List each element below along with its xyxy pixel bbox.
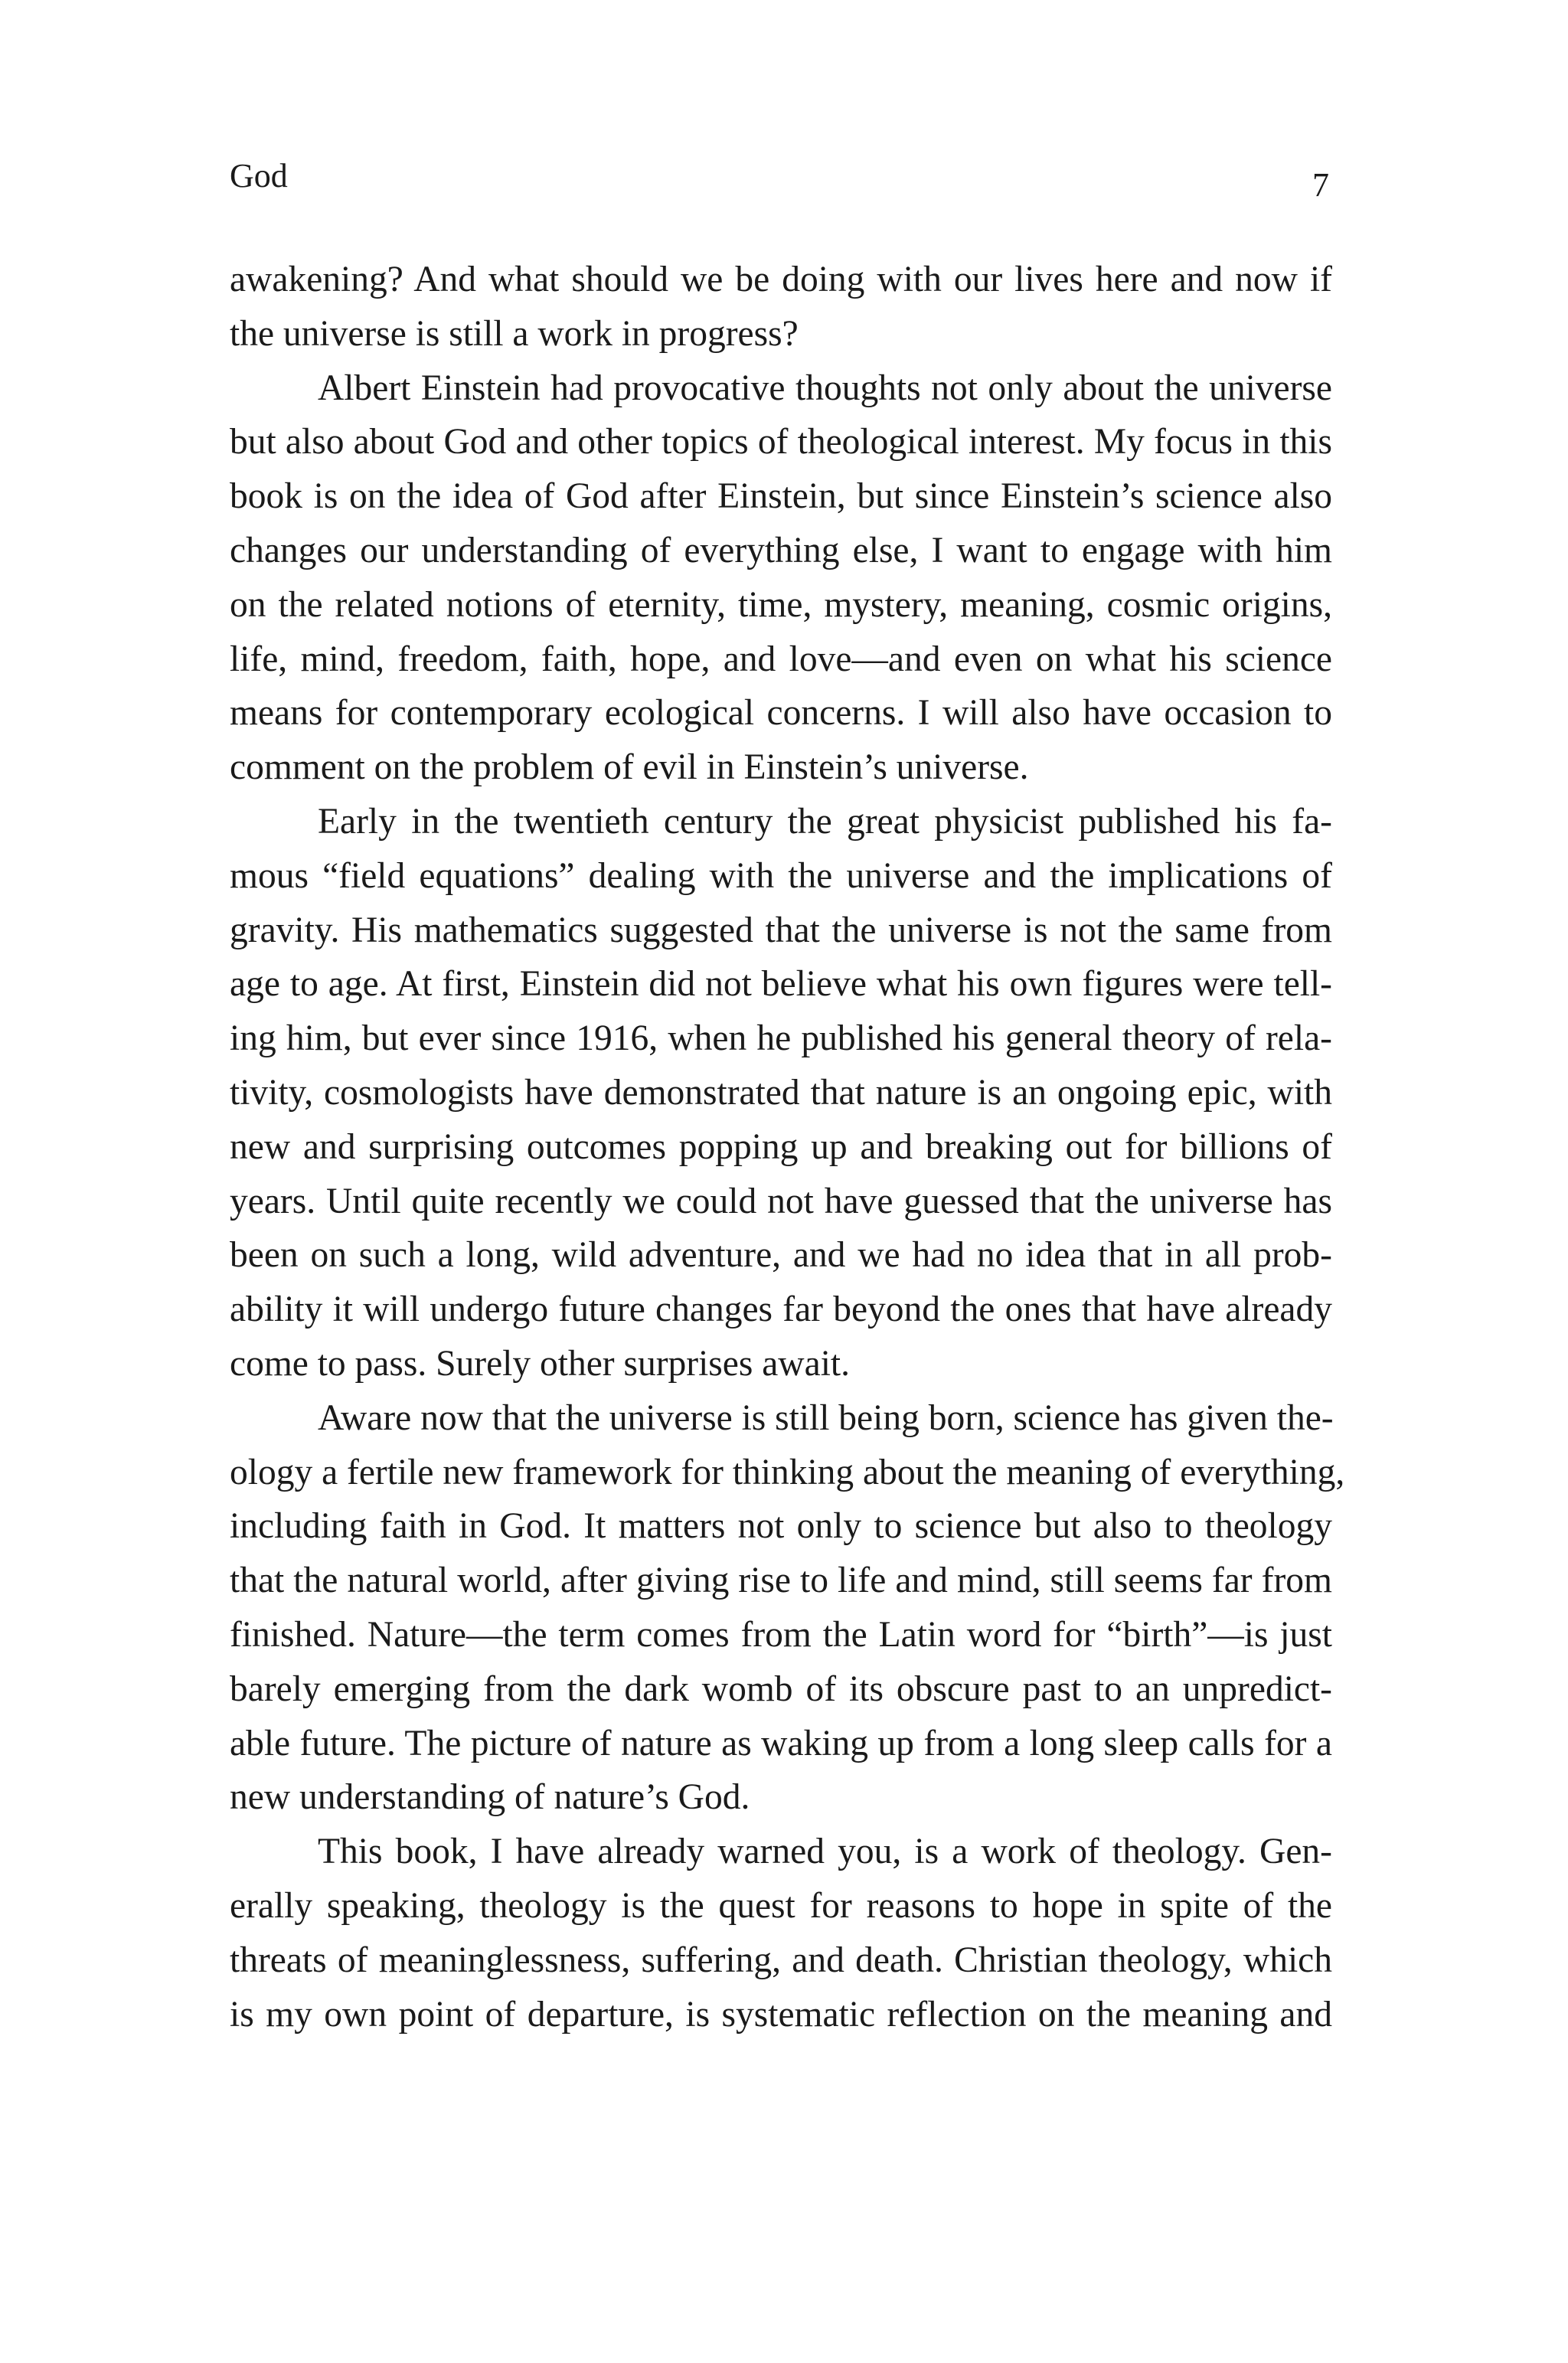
- body-text: [230, 253, 1345, 2041]
- text-line: the universe is still a work in progress?: [230, 313, 799, 354]
- text-line: awakening? And what should we be doing with our lives here and now if: [230, 260, 1332, 299]
- text-line: barely emerging from the dark womb of its obscure past to an unpredict-: [230, 1668, 1332, 1709]
- text-line: ology a fertile new framework for thinking about the meaning of everything,: [230, 1452, 1345, 1492]
- text-line: Albert Einstein had provocative thoughts not only about the universe: [318, 368, 1332, 408]
- text-line: gravity. His mathematics suggested that the universe is not the same from: [230, 910, 1332, 950]
- text-line: new understanding of nature’s God.: [230, 1777, 750, 1818]
- text-line: finished. Nature—the term comes from the Latin word for “birth”—is just: [230, 1614, 1332, 1655]
- text-line: that the natural world, after giving rise to life and mind, still seems far from: [230, 1561, 1332, 1601]
- text-line: erally speaking, theology is the quest for reasons to hope in spite of the: [230, 1885, 1332, 1926]
- text-line: new and surprising outcomes popping up and breaking out for billions of: [230, 1126, 1332, 1167]
- text-line: threats of meaninglessness, suffering, and death. Christian theology, which: [230, 1940, 1332, 1980]
- text-line: ing him, but ever since 1916, when he published his general theory of rela-: [230, 1018, 1332, 1059]
- text-line: but also about God and other topics of theological interest. My focus in this: [230, 422, 1332, 462]
- text-line: means for contemporary ecological concerns. I will also have occasion to: [230, 693, 1332, 734]
- text-line: This book, I have already warned you, is a work of theology. Gen-: [318, 1832, 1332, 1872]
- text-line: ability it will undergo future changes far beyond the ones that have already: [230, 1289, 1332, 1330]
- text-line: come to pass. Surely other surprises await.: [230, 1343, 850, 1384]
- text-line: age to age. At first, Einstein did not believe what his own figures were tell-: [230, 964, 1332, 1005]
- page-number: 7: [1312, 166, 1329, 204]
- text-line: tivity, cosmologists have demonstrated that nature is an ongoing epic, with: [230, 1072, 1332, 1113]
- text-line: comment on the problem of evil in Einstein’s universe.: [230, 747, 1029, 788]
- text-line: including faith in God. It matters not only to science but also to theology: [230, 1506, 1332, 1547]
- text-line: book is on the idea of God after Einstein, but since Einstein’s science also: [230, 476, 1332, 517]
- text-line: is my own point of departure, is systematic reflection on the meaning and: [230, 1994, 1332, 2035]
- text-line: Early in the twentieth century the great physicist published his fa-: [318, 801, 1332, 842]
- text-line: been on such a long, wild adventure, and we had no idea that in all prob-: [230, 1235, 1332, 1276]
- text-line: life, mind, freedom, faith, hope, and love—and even on what his science: [230, 639, 1332, 679]
- text-line: on the related notions of eternity, time, mystery, meaning, cosmic origins,: [230, 584, 1332, 625]
- text-line: able future. The picture of nature as waking up from a long sleep calls for a: [230, 1723, 1332, 1763]
- running-head: God: [230, 157, 288, 194]
- text-line: years. Until quite recently we could not have guessed that the universe has: [230, 1181, 1332, 1221]
- text-line: mous “field equations” dealing with the universe and the implications of: [230, 855, 1332, 896]
- text-line: Aware now that the universe is still being born, science has given the-: [318, 1397, 1334, 1438]
- text-line: changes our understanding of everything else, I want to engage with him: [230, 530, 1332, 570]
